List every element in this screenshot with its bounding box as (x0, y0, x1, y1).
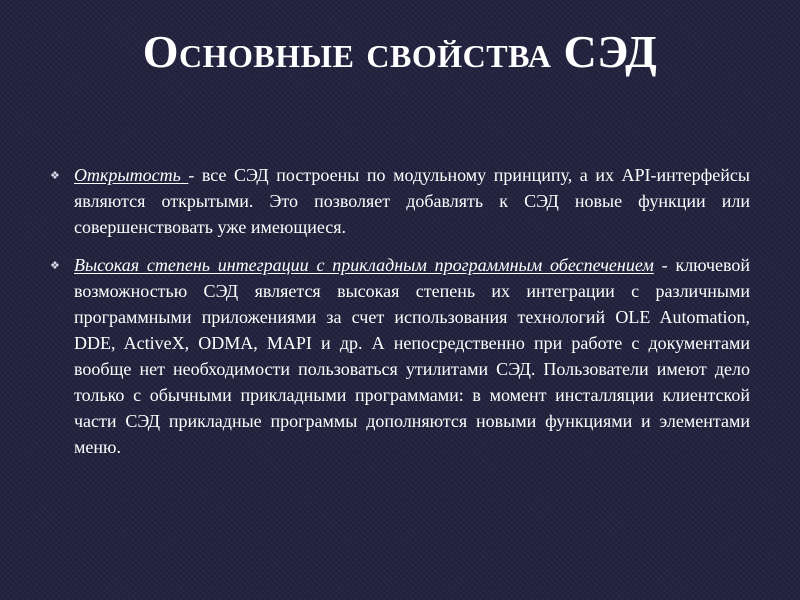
bullet-list (46, 162, 750, 472)
bullet-text: - ключевой возможностью СЭД является высокая степень их интеграции с различными программными приложениями за счет использования технологий OLE Automation, DDE, ActiveX, ODMA, MAPI и др. А непосредственно при работе с документами вообще нет необходимости пользоваться утилитами СЭД. Пользователи имеют дело только с обычными прикладными программами: в момент инсталляции клиентской части СЭД прикладные программы дополняются новыми функциями и элементами меню. (74, 255, 750, 457)
slide-title: Основные свойства СЭД (142, 26, 658, 77)
bullet-item-openness (46, 162, 750, 240)
bullet-item-integration (46, 252, 750, 460)
bullet-term: Открытость (74, 165, 189, 185)
diamond-bullet-icon: ❖ (50, 260, 60, 272)
diamond-bullet-icon: ❖ (50, 170, 60, 182)
bullet-term: Высокая степень интеграции с прикладным программным обеспечением (74, 255, 654, 275)
bullet-text: - все СЭД построены по модульному принципу, а их API-интерфейсы являются открытыми. Это позволяет добавлять к СЭД новые функции или совершенствовать уже имеющиеся. (74, 165, 750, 237)
